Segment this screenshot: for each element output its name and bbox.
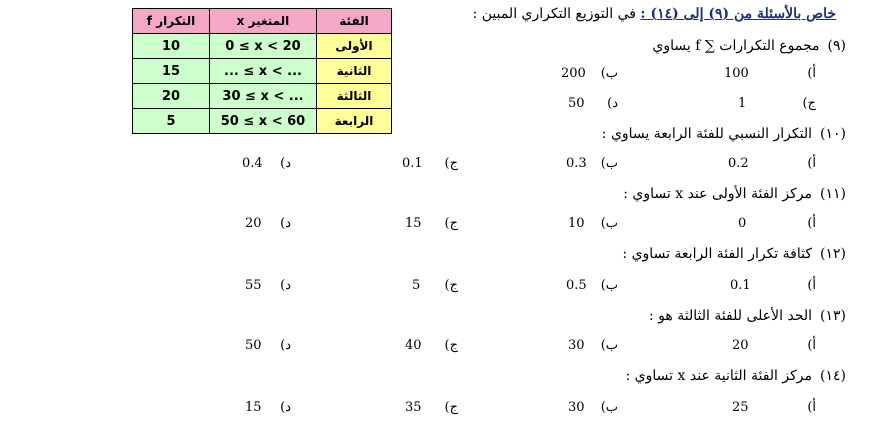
option-letter-b: ب): [600, 338, 618, 353]
question-number: (١٣): [820, 308, 846, 324]
class-frequency: 10: [133, 34, 210, 59]
header-variable: المتغير x: [210, 9, 317, 34]
class-name: الرابعة: [317, 109, 392, 134]
option-value[interactable]: 30: [568, 338, 585, 353]
option-letter-d: د): [280, 156, 291, 171]
option-letter-a: أ): [807, 400, 816, 415]
header-frequency: التكرار f: [133, 9, 210, 34]
question-number: (٩): [827, 38, 846, 54]
option-letter-a: أ): [807, 278, 816, 293]
option-letter-b: ب): [600, 156, 618, 171]
question-14: [626, 368, 846, 384]
table-header-row: [133, 9, 392, 34]
option-value[interactable]: 0.2: [728, 156, 749, 171]
table-row: [133, 84, 392, 109]
option-letter-b: ب): [600, 400, 618, 415]
option-value[interactable]: 20: [732, 338, 749, 353]
question-number: (١١): [820, 186, 846, 202]
option-value[interactable]: 40: [405, 338, 422, 353]
option-value[interactable]: 20: [245, 216, 262, 231]
option-letter-b: ب): [600, 216, 618, 231]
class-interval: 0 ≤ x < 20: [210, 34, 317, 59]
option-value[interactable]: 30: [568, 400, 585, 415]
option-value[interactable]: 10: [568, 216, 585, 231]
question-13: [649, 308, 846, 324]
table-row: [133, 59, 392, 84]
class-frequency: 5: [133, 109, 210, 134]
class-name: الأولى: [317, 34, 392, 59]
option-letter-a: أ): [807, 216, 816, 231]
option-value[interactable]: 0.5: [566, 278, 587, 293]
question-number: (١٤): [820, 368, 846, 384]
option-letter-a: أ): [807, 156, 816, 171]
option-value[interactable]: 15: [405, 216, 422, 231]
question-10: [602, 126, 846, 142]
class-name: الثالثة: [317, 84, 392, 109]
question-text: مركز الفئة الثانية عند x تساوي :: [625, 368, 813, 384]
option-letter-d: د): [280, 278, 291, 293]
question-text: التكرار النسبي للفئة الرابعة يساوي :: [601, 126, 813, 142]
option-letter-c: ج): [444, 400, 458, 415]
question-text: مركز الفئة الأولى عند x تساوي :: [623, 186, 813, 202]
question-text: الحد الأعلى للفئة الثالثة هو :: [649, 308, 813, 324]
option-letter-c: ج): [444, 216, 458, 231]
question-9: [652, 38, 846, 54]
class-interval: ... ≤ x < ...: [210, 59, 317, 84]
option-letter-d: د): [280, 338, 291, 353]
frequency-table: [132, 8, 392, 134]
option-letter-c: ج): [444, 278, 458, 293]
question-12: [622, 246, 846, 262]
option-letter-d: د): [280, 216, 291, 231]
question-text: كثافة تكرار الفئة الرابعة تساوي :: [622, 246, 813, 262]
question-11: [623, 186, 846, 202]
option-value[interactable]: 0.1: [730, 278, 751, 293]
option-value[interactable]: 200: [561, 66, 586, 81]
option-value[interactable]: 0.1: [402, 156, 423, 171]
option-letter-a: أ): [807, 338, 816, 353]
class-interval: 50 ≤ x < 60: [210, 109, 317, 134]
option-value[interactable]: 1: [738, 96, 747, 111]
option-value[interactable]: 15: [245, 400, 262, 415]
option-value[interactable]: 0.3: [566, 156, 587, 171]
option-value[interactable]: 55: [245, 278, 262, 293]
class-frequency: 15: [133, 59, 210, 84]
table-row: [133, 34, 392, 59]
question-text: مجموع التكرارات ∑ f يساوي: [652, 38, 820, 54]
header-lead: خاص بالأسئلة من (٩) إلى (١٤) :: [640, 6, 836, 22]
table-row: [133, 109, 392, 134]
option-value[interactable]: 50: [245, 338, 262, 353]
option-value[interactable]: 100: [724, 66, 749, 81]
class-interval: 30 ≤ x < ...: [210, 84, 317, 109]
section-header: [473, 6, 836, 22]
option-letter-b: ب): [600, 66, 618, 81]
option-letter-c: ج): [444, 338, 458, 353]
option-letter-c: ج): [802, 96, 816, 111]
option-letter-d: د): [607, 96, 618, 111]
option-value[interactable]: 5: [412, 278, 421, 293]
option-value[interactable]: 50: [568, 96, 585, 111]
option-letter-a: أ): [807, 66, 816, 81]
option-value[interactable]: 0: [738, 216, 747, 231]
option-letter-d: د): [280, 400, 291, 415]
question-number: (١٢): [820, 246, 846, 262]
class-frequency: 20: [133, 84, 210, 109]
option-value[interactable]: 0.4: [242, 156, 263, 171]
option-value[interactable]: 25: [732, 400, 749, 415]
question-number: (١٠): [820, 126, 846, 142]
header-class: الفئة: [317, 9, 392, 34]
class-name: الثانية: [317, 59, 392, 84]
header-rest: في التوزيع التكراري المبين :: [472, 6, 641, 22]
option-letter-b: ب): [600, 278, 618, 293]
option-value[interactable]: 35: [405, 400, 422, 415]
option-letter-c: ج): [444, 156, 458, 171]
